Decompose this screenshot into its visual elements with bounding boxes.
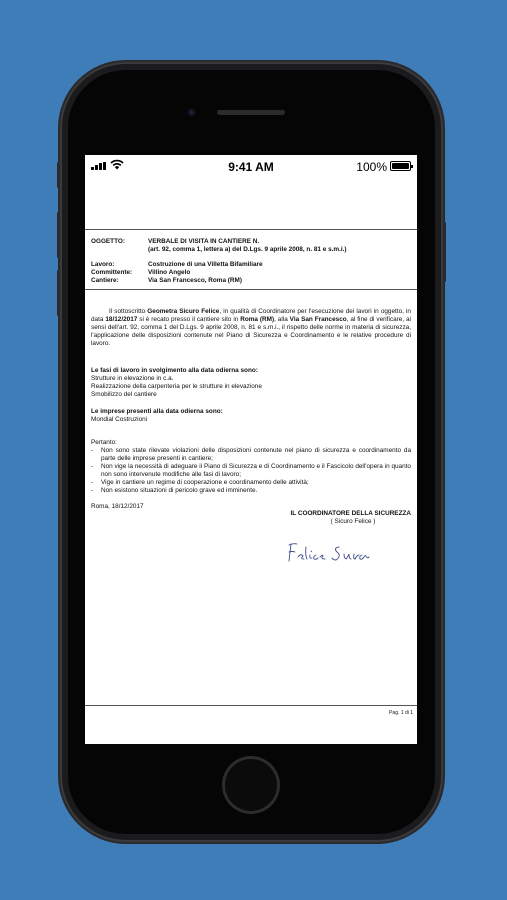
place-date: Roma, 18/12/2017: [91, 503, 144, 510]
list-item: Realizzazione della carpenteria per le strutture in elevazione: [91, 383, 262, 390]
list-item: - Vige in cantiere un regime di cooperazione e coordinamento delle attività;: [91, 479, 411, 487]
list-item: Strutture in elevazione in c.a.: [91, 375, 174, 382]
work-value: Costruzione di una Villetta Bifamiliare: [148, 261, 263, 268]
list-item: - Non esistono situazioni di pericolo grave ed imminente.: [91, 487, 411, 495]
earpiece-speaker: [217, 110, 285, 115]
page-number: Pag. 1 di 1: [389, 710, 413, 716]
visit-date: 18/12/2017: [105, 316, 138, 323]
list-item: - Non vige la necessità di adeguare il Piano di Sicurezza e di Coordinamento e il Fascicolo dell'opera in quanto non sono intervenute modifiche alle fasi di lavoro;: [91, 463, 411, 479]
client-value: Villino Angelo: [148, 269, 191, 276]
conclusions-intro: Pertanto:: [91, 439, 117, 446]
site-city: Roma (RM): [240, 316, 275, 323]
handwritten-signature: [281, 535, 401, 569]
screen: [85, 155, 417, 744]
conclusions-section: [91, 439, 411, 495]
signer-name: ( Sicuro Felice ): [330, 518, 376, 525]
document-header: [91, 238, 411, 285]
volume-down-button: [57, 270, 60, 316]
site-street: Via San Francesco: [289, 316, 347, 323]
work-phases-heading: Le fasi di lavoro in svolgimento alla data odierna sono:: [91, 367, 258, 374]
work-phases-section: [91, 367, 411, 399]
subject-note: (art. 92, comma 1, lettera a) del D.Lgs. 9 aprile 2008, n. 81 e s.m.i.): [148, 246, 347, 253]
document-page[interactable]: [85, 155, 417, 744]
subject-label: OGGETTO:: [91, 238, 125, 245]
companies-heading: Le imprese presenti alla data odierna sono:: [91, 408, 223, 415]
mute-switch: [57, 162, 60, 188]
front-camera: [187, 108, 196, 117]
power-button: [443, 222, 446, 282]
list-item: - Non sono state rilevate violazioni delle disposizioni contenute nel piano di sicurezza e coordinamento da parte delle imprese presenti in cantiere;: [91, 447, 411, 463]
coordinator-name: Geometra Sicuro Felice: [147, 308, 220, 315]
status-time: 9:41 AM: [228, 160, 274, 174]
report-paragraph: Il sottoscritto Geometra Sicuro Felice, in qualità di Coordinatore per l'esecuzione dei lavori in oggetto, in data 18/12/2017 si è recato presso il cantiere sito in Roma (RM), alla Via San Francesco, al fine di verificare, ai sensi dell'art. 92, comma 1 del D.Lgs. 9 aprile 2008, n. 81 e s.m.i., il rispetto delle norme in materia di sicurezza, l'applicazione delle disposizioni contenute nel Piano di Sicurezza e Coordinamento e le relative procedure di lavoro.: [91, 308, 411, 347]
site-label: Cantiere:: [91, 277, 119, 284]
list-item: Mondial Costruzioni: [91, 416, 148, 423]
home-button[interactable]: [222, 756, 280, 814]
header-bottom-rule: [85, 289, 417, 290]
signer-title: IL COORDINATORE DELLA SICUREZZA: [290, 510, 411, 517]
footer-rule: [85, 705, 417, 706]
volume-up-button: [57, 212, 60, 258]
subject-value: VERBALE DI VISITA IN CANTIERE N.: [148, 238, 260, 245]
list-item: Smobilizzo del cantiere: [91, 391, 157, 398]
signature-block: [255, 510, 411, 526]
site-value: Via San Francesco, Roma (RM): [148, 277, 242, 284]
work-label: Lavoro:: [91, 261, 115, 268]
client-label: Committente:: [91, 269, 133, 276]
battery-percentage: 100%: [356, 160, 387, 174]
header-rule: [85, 229, 417, 230]
companies-section: [91, 408, 411, 424]
